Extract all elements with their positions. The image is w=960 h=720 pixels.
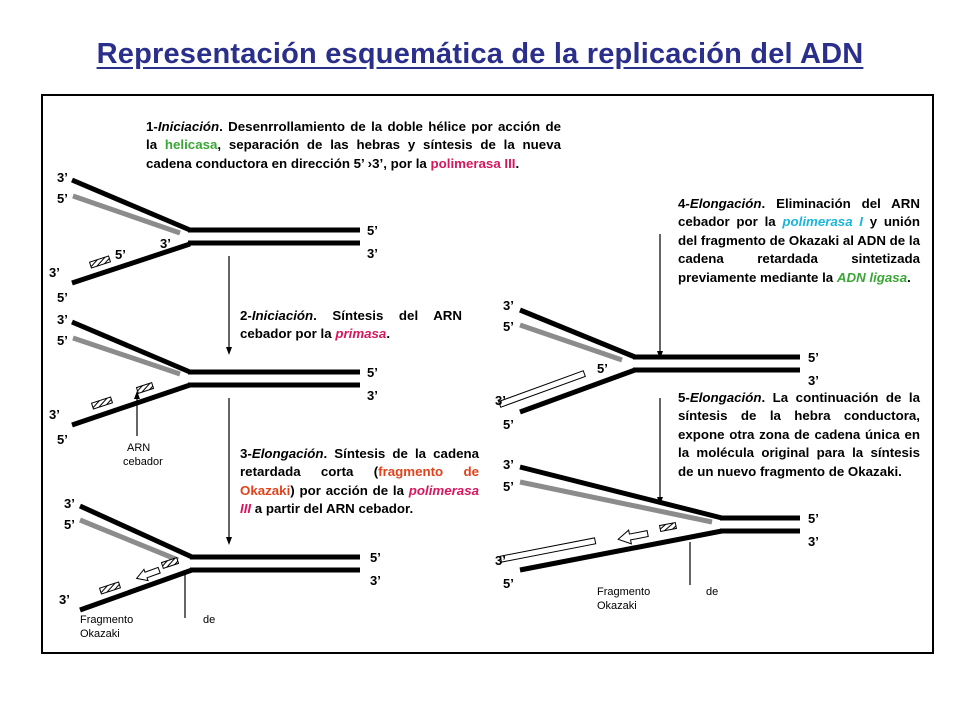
f5-label-5-right: 5’ <box>808 511 819 526</box>
f1-label-3-lag: 3’ <box>49 265 60 280</box>
cebador-label: cebador <box>123 456 163 468</box>
f1-label-5-top: 5’ <box>57 191 68 206</box>
f5-label-5-bottom: 5’ <box>503 576 514 591</box>
f1-label-3-new: 3’ <box>160 236 171 251</box>
f3-label-3-top: 3’ <box>64 496 75 511</box>
fork3-primer-a <box>100 582 121 594</box>
step-arrow-2-3-head <box>226 537 232 545</box>
polimerasa-iii-term-2: polimerasa III <box>240 482 479 517</box>
f1-label-3-right: 3’ <box>367 246 378 261</box>
step5-text: 5-Elongación. La continuación de la síntesis de la hebra conductora, expone otra zona de cadena única en la molécula original para la síntesis de un nuevo fragmento de Okazaki. <box>678 390 920 479</box>
f3-label-5-top: 5’ <box>64 517 75 532</box>
f5-label-5-top: 5’ <box>503 479 514 494</box>
arn-label: ARN <box>127 442 151 454</box>
polimerasa-iii-term: polimerasa III <box>430 155 516 171</box>
adn-ligasa-term: ADN ligasa <box>836 269 908 285</box>
step-arrow-1-2-head <box>226 347 232 355</box>
fork2-primer-a <box>92 397 113 409</box>
step2-text: 2-Iniciación. Síntesis del ARN cebador por la primasa. <box>240 308 462 342</box>
primasa-term: primasa <box>335 326 387 342</box>
f5-label-3-lag: 3’ <box>495 553 506 568</box>
f1-label-5-right: 5’ <box>367 223 378 238</box>
f5-okazaki-label: Okazaki <box>597 600 637 612</box>
f5-label-3-top: 3’ <box>503 457 514 472</box>
fork5-synthesis-arrow <box>617 527 649 546</box>
f2-label-5-top: 5’ <box>57 333 68 348</box>
f4-label-3-top: 3’ <box>503 298 514 313</box>
f4-label-3-right: 3’ <box>808 373 819 388</box>
f5-fragmento-label: Fragmento <box>597 586 651 598</box>
f4-label-5-right: 5’ <box>808 350 819 365</box>
fork-1 <box>72 180 360 283</box>
f3-de-label: de <box>203 614 216 626</box>
f1-label-5-primer: 5’ <box>115 247 126 262</box>
f1-label-5-bottom: 5’ <box>57 290 68 305</box>
polimerasa-i-term: polimerasa I <box>782 214 863 230</box>
f3-label-3-right: 3’ <box>370 573 381 588</box>
helicasa-term: helicasa <box>164 137 218 153</box>
f4-label-3-lag: 3’ <box>495 393 506 408</box>
f1-label-3-top: 3’ <box>57 170 68 185</box>
f2-label-3-right: 3’ <box>367 388 378 403</box>
f4-label-5-bottom: 5’ <box>503 417 514 432</box>
f3-okazaki-label: Okazaki <box>80 628 120 640</box>
f2-label-5-bottom: 5’ <box>57 432 68 447</box>
step1-text: 1-Iniciación. Desenrrollamiento de la doble hélice por acción de la helicasa, separación de las hebras y síntesis de la nueva cadena conductora en dirección 5’ ›3’, por la polimerasa III. <box>146 119 561 171</box>
step3-text: 3-Elongación. Síntesis de la cadena retardada corta (fragmento de Okazaki) por acción de la polimerasa III a partir del ARN cebador. <box>240 446 479 517</box>
okazaki-term: fragmento de Okazaki <box>240 464 479 498</box>
fork-3 <box>80 506 360 610</box>
step4-text: 4-Elongación. Eliminación del ARN cebador por la polimerasa I y unión del fragmento de Okazaki al ADN de la cadena retardada sintetizada previamente mediante la ADN ligasa. <box>678 196 920 285</box>
fork2-primer-b <box>136 383 153 394</box>
f4-label-5-fragment: 5’ <box>597 361 608 376</box>
fork5-primer <box>660 523 677 532</box>
f5-label-3-right: 3’ <box>808 534 819 549</box>
fork1-primer <box>90 256 111 268</box>
page-title: Representación esquemática de la replicación del ADN <box>96 38 864 70</box>
f4-label-5-top: 5’ <box>503 319 514 334</box>
f2-label-3-lag: 3’ <box>49 407 60 422</box>
f5-de-label: de <box>706 586 719 598</box>
f3-label-3-lag: 3’ <box>59 592 70 607</box>
f3-fragmento-label: Fragmento <box>80 614 134 626</box>
f2-label-3-top: 3’ <box>57 312 68 327</box>
f3-label-5-right: 5’ <box>370 550 381 565</box>
f2-label-5-right: 5’ <box>367 365 378 380</box>
